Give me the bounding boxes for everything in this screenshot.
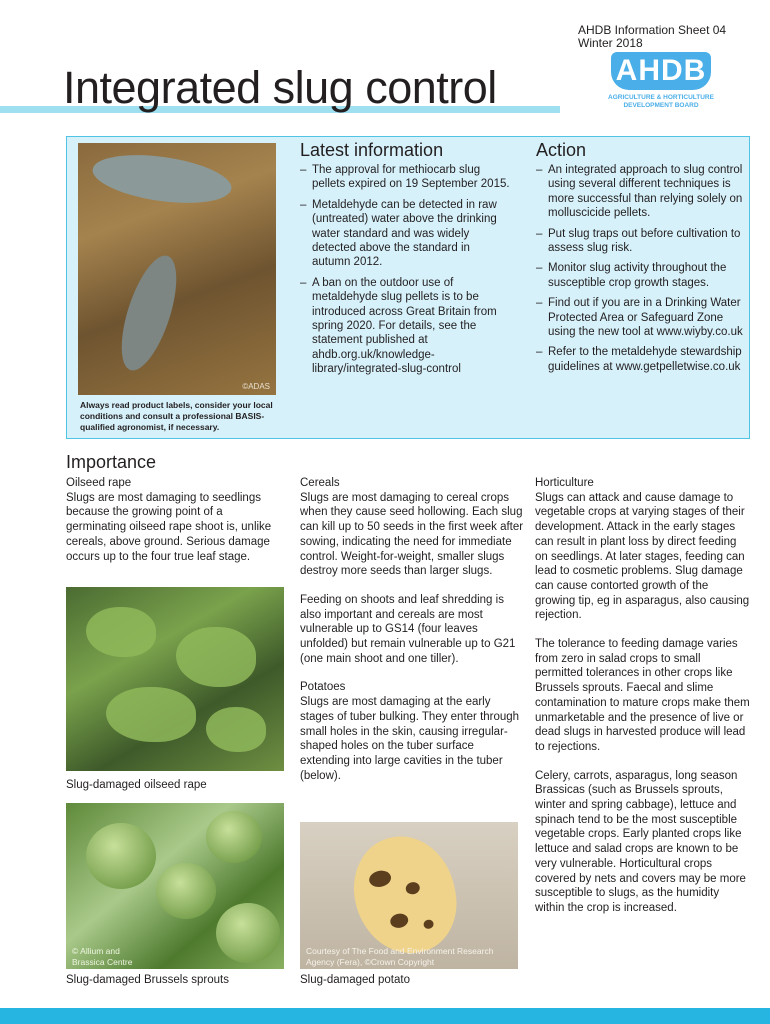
horticulture-section (535, 476, 750, 930)
oilseed-rape-photo (66, 587, 284, 771)
action-item: – Find out if you are in a Drinking Water Protected Area or Safeguard Zone using the new tool at www.wiyby.co.uk (536, 296, 750, 339)
slug-hole (423, 919, 435, 930)
slug-shape-2 (110, 249, 187, 376)
slug-shape-1 (90, 147, 235, 210)
logo-wordmark: AHDB (611, 52, 711, 90)
horticulture-text-1: Slugs can attack and cause damage to vegetable crops at varying stages of their development. Attack in the early stages can result in plant loss by direct feeding on seedlings. At later stages, feeding can lead to cosmetic problems. Slug damage can cause contorted growth of the growing tip, eg in asparagus, also causing rejection. (535, 491, 750, 622)
sheet-date: Winter 2018 (578, 36, 643, 50)
slug-photo (78, 143, 276, 395)
leaf-shape (176, 627, 256, 687)
potato-shape (344, 827, 466, 963)
advice-caption: Always read product labels, consider your local conditions and consult a professional BASIS-qualified agronomist, if necessary. (80, 400, 273, 432)
latest-item: – The approval for methiocarb slug pellets expired on 19 September 2015. (300, 163, 510, 192)
oilseed-section (66, 476, 284, 578)
cereals-potatoes-section (300, 476, 524, 797)
sprout-shape (156, 863, 216, 919)
cereals-text-1: Slugs are most damaging to cereal crops when they cause seed hollowing. Each slug can kill up to 50 seeds in the first week after sowing, indicating the need for immediate control. Weight-for-weight, smaller slugs destroy more seeds than larger slugs. (300, 491, 524, 578)
horticulture-text-3: Celery, carrots, asparagus, long season Brassicas (such as Brussels sprouts, winter and spring cabbage), lettuce and spinach tend to be the most susceptible vegetable crops. Early planted crops like lettuce and salad crops are known to be very vulnerable. Horticultural crops covered by nets and covers may be more susceptible to slugs, as the humidity within the crop is increased. (535, 769, 746, 914)
action-item: – Put slug traps out before cultivation to assess slug risk. (536, 227, 750, 256)
ahdb-logo (608, 52, 714, 112)
leaf-shape (86, 607, 156, 657)
cereals-text-2: Feeding on shoots and leaf shredding is also important and cereals are most vulnerable up to GS14 (four leaves unfolded) but remain vulnerable up to G21 (one main shoot and one tiller). (300, 593, 516, 665)
brussels-sprouts-credit: © Allium and Brassica Centre (72, 946, 133, 967)
brussels-sprouts-photo (66, 803, 284, 969)
horticulture-text-2: The tolerance to feeding damage varies from zero in salad crops to small permitted tolerances in other crops like Brussels sprouts. Faecal and slime contamination to mature crops make them unmarketable and the presence of live or dead slugs in harvested produce will lead to rejections. (535, 638, 750, 753)
slug-hole (368, 869, 393, 889)
potato-credit: Courtesy of The Food and Environment Research Agency (Fera), ©Crown Copyright (306, 946, 494, 967)
latest-item: – A ban on the outdoor use of metaldehyde slug pellets is to be introduced across Great Britain from spring 2020. For details, see the statement published at ahdb.org.uk/knowledge-library/integrated-slug-control (300, 276, 510, 377)
action-heading: Action (536, 140, 587, 160)
sheet-info (578, 24, 726, 50)
action-item: – Refer to the metaldehyde stewardship guidelines at www.getpelletwise.co.uk (536, 345, 750, 374)
sprout-shape (86, 823, 156, 889)
logo-subtitle (607, 94, 715, 110)
slug-hole (389, 912, 410, 929)
sprout-shape (216, 903, 280, 963)
latest-information-heading: Latest information (300, 140, 444, 160)
oilseed-rape-caption: Slug-damaged oilseed rape (66, 779, 207, 791)
slug-photo-credit: ©ADAS (242, 382, 270, 391)
footer-bar (0, 1008, 770, 1024)
action-list (536, 163, 750, 380)
page-title: Integrated slug control (63, 62, 497, 113)
leaf-shape (206, 707, 266, 752)
latest-item: – Metaldehyde can be detected in raw (untreated) water above the drinking water standard and was widely detected above the standard in autumn 2012. (300, 198, 510, 270)
leaf-shape (106, 687, 196, 742)
oilseed-subheading: Oilseed rape (66, 477, 132, 489)
sprout-shape (206, 811, 262, 863)
slug-hole (405, 881, 421, 896)
potatoes-subheading: Potatoes (300, 681, 346, 694)
importance-heading: Importance (66, 452, 157, 472)
sheet-number: AHDB Information Sheet 04 (578, 23, 727, 37)
potatoes-text: Slugs are most damaging at the early stages of tuber bulking. They enter through small holes in the skin, causing irregular-shaped holes on the tuber surface extending into large cavities in the tuber (below). (300, 696, 520, 782)
potato-caption: Slug-damaged potato (300, 974, 410, 986)
brussels-sprouts-caption: Slug-damaged Brussels sprouts (66, 974, 229, 986)
latest-information-list (300, 163, 510, 383)
action-item: – Monitor slug activity throughout the susceptible crop growth stages. (536, 261, 750, 290)
action-item: – An integrated approach to slug control using several different techniques is more successful than relying solely on molluscicide pellets. (536, 163, 750, 221)
logo-subtitle-line2: DEVELOPMENT BOARD (623, 102, 699, 109)
horticulture-subheading: Horticulture (535, 477, 594, 489)
logo-subtitle-line1: AGRICULTURE & HORTICULTURE (608, 94, 714, 101)
cereals-subheading: Cereals (300, 477, 340, 489)
oilseed-text: Slugs are most damaging to seedlings because the growing point of a germinating oilseed rape shoot is, unlike cereals, above ground. Serious damage occurs up to the four true leaf stage. (66, 491, 272, 563)
